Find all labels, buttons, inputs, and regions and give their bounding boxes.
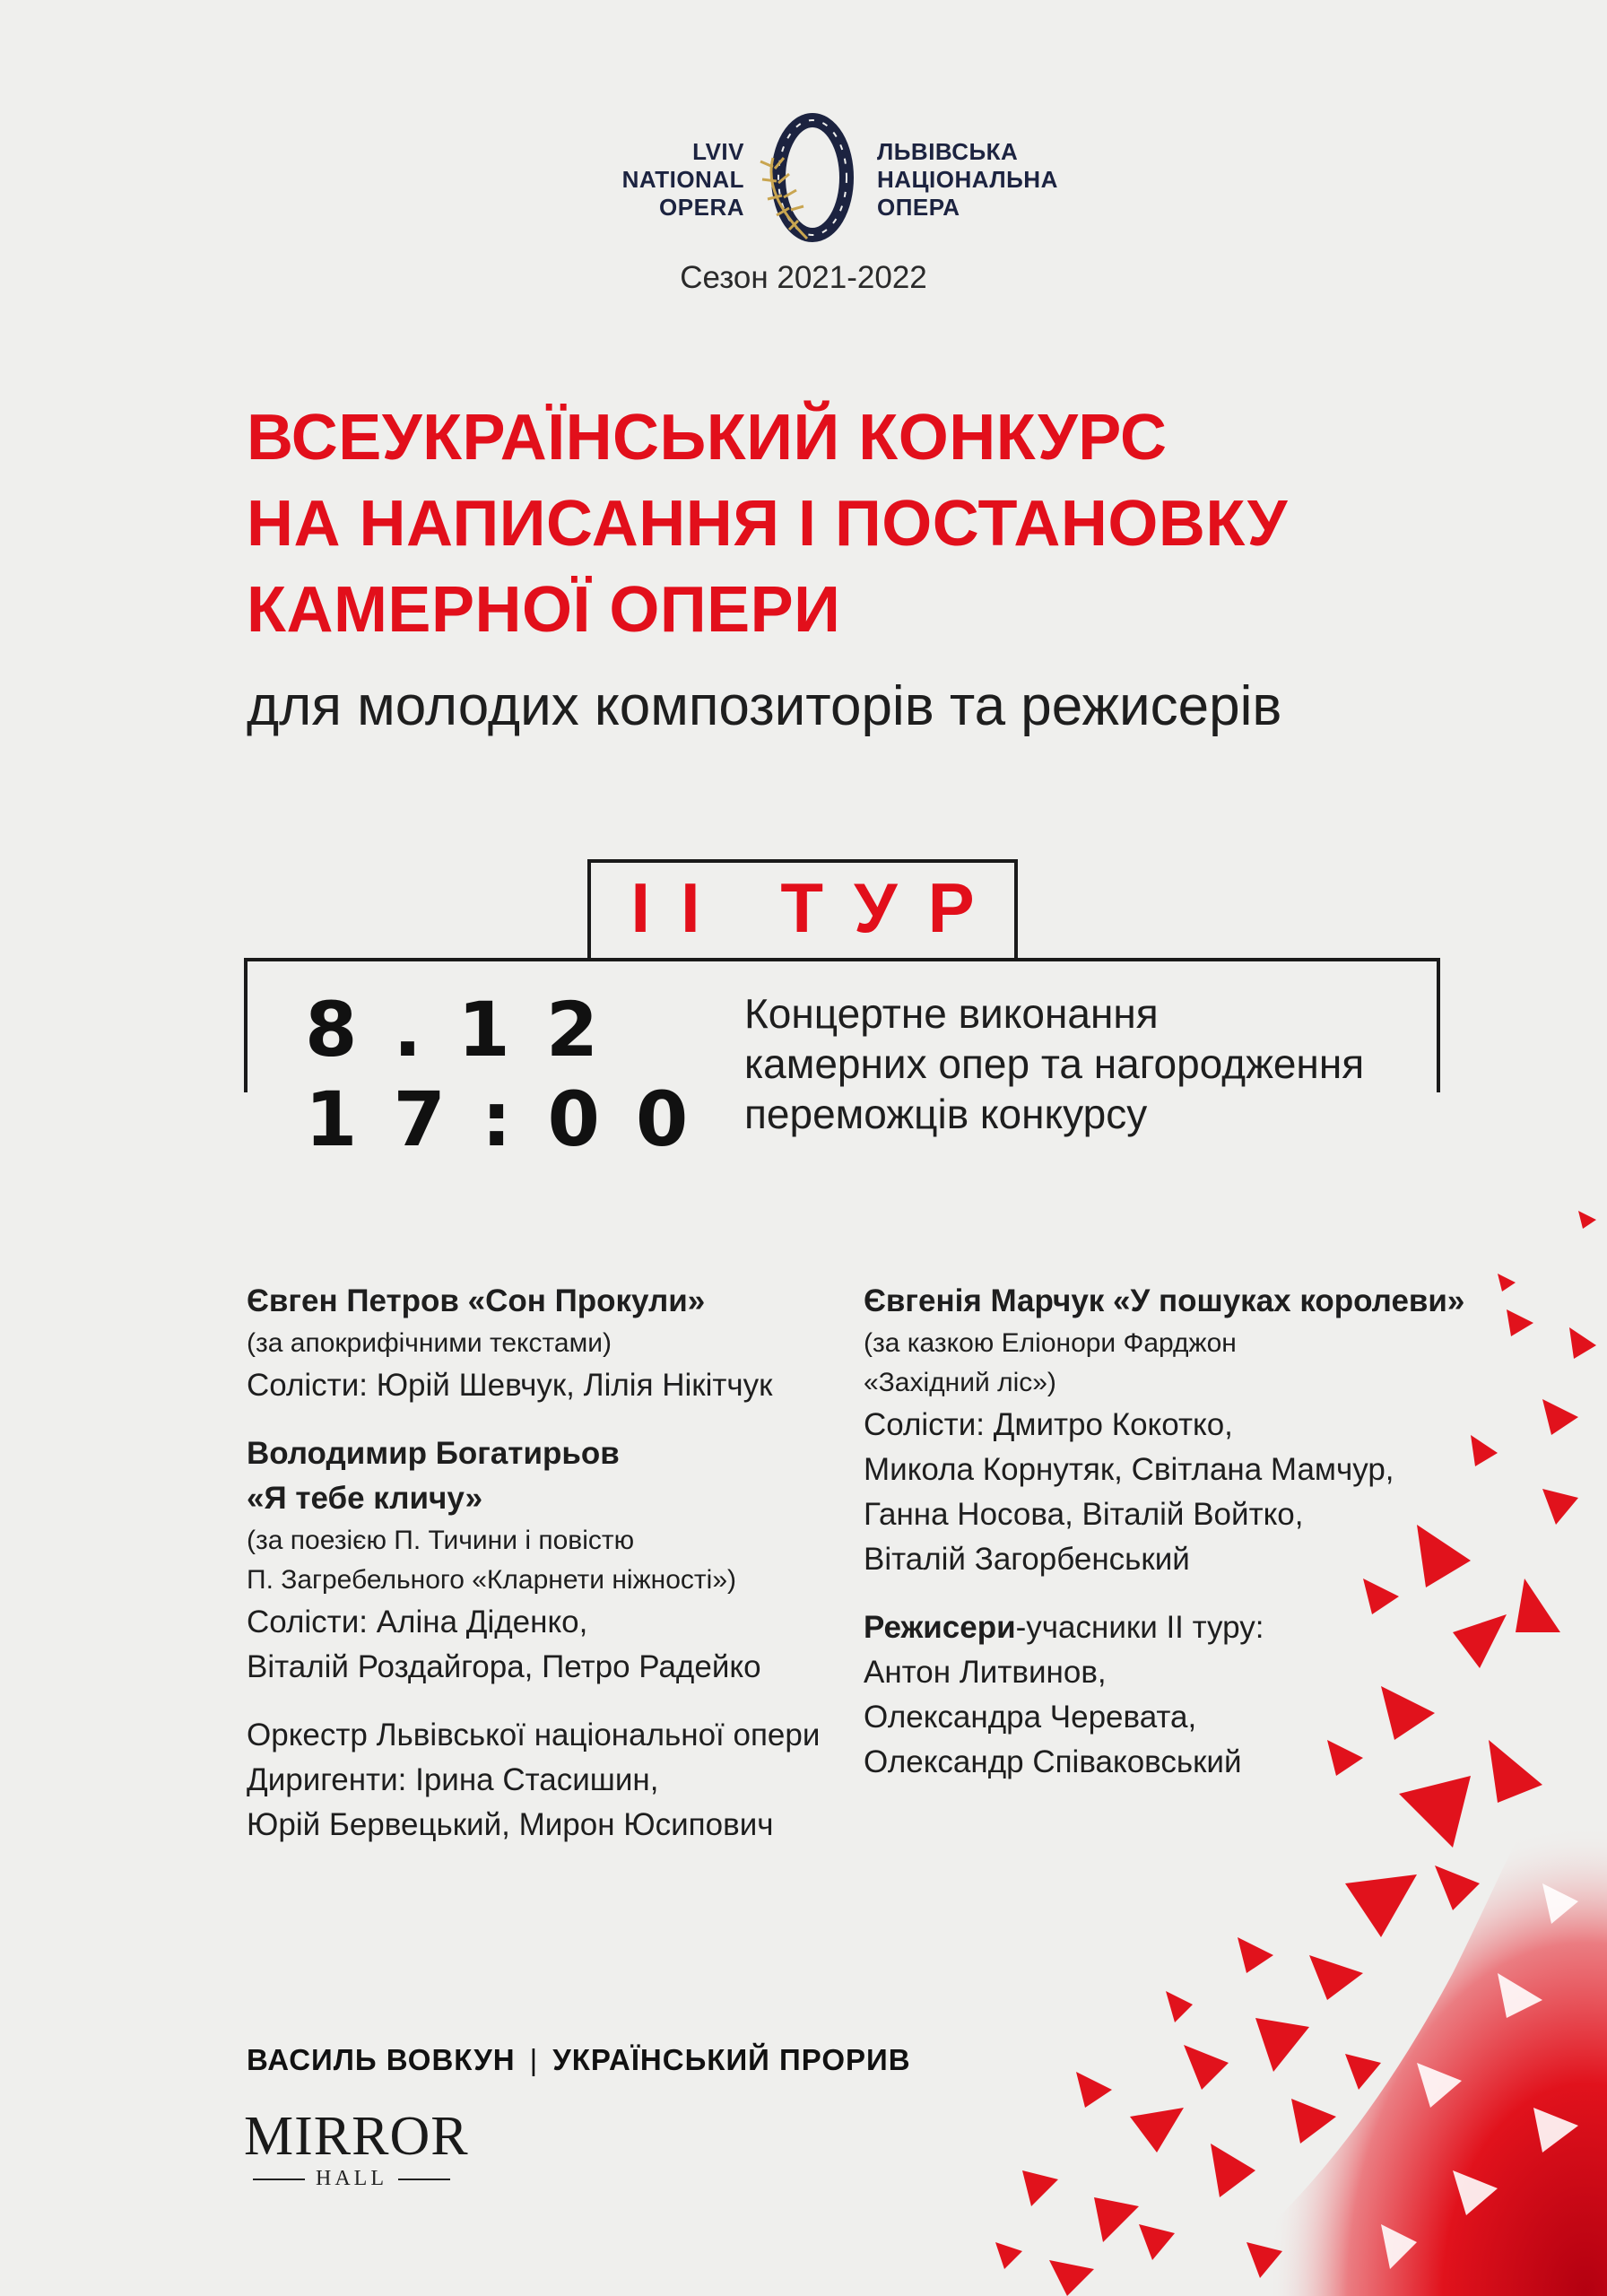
description-line: Концертне виконання	[744, 990, 1159, 1037]
logo-en-line: LVIV	[692, 138, 744, 165]
season-label: Сезон 2021-2022	[680, 260, 927, 295]
work-note: (за поезією П. Тичини і повістю	[247, 1526, 635, 1555]
work-title: Євген Петров «Сон Прокули»	[247, 1283, 706, 1318]
director-name: Олександр Співаковський	[864, 1744, 1242, 1779]
work-soloists: Віталій Роздайгора, Петро Радейко	[247, 1649, 761, 1684]
logo-en-line: OPERA	[659, 194, 744, 221]
logo-text-ua	[877, 138, 1058, 222]
tour-label: II ТУР	[630, 868, 1005, 947]
work-soloists: Солісти: Аліна Діденко,	[247, 1605, 588, 1639]
poster-title	[247, 395, 1502, 653]
frame-line	[244, 958, 248, 1092]
event-description	[744, 988, 1408, 1139]
logo-en-line: NATIONAL	[621, 166, 744, 193]
work-soloists: Віталій Загорбенський	[864, 1542, 1190, 1577]
description-line: переможців конкурсу	[744, 1091, 1148, 1137]
event-date: 8.12	[305, 986, 635, 1074]
logo-ua-line: НАЦІОНАЛЬНА	[877, 166, 1058, 193]
logo-ua-line: ЛЬВІВСЬКА	[877, 138, 1019, 165]
opera-o-icon	[753, 113, 861, 243]
description-line: камерних опер та нагородження	[744, 1040, 1365, 1087]
venue-sub-row	[244, 2167, 459, 2191]
work-title: Євгенія Марчук «У пошуках королеви»	[864, 1283, 1465, 1318]
directors-heading-bold: Режисери	[864, 1610, 1016, 1645]
title-line: НА НАПИСАННЯ І ПОСТАНОВКУ	[247, 488, 1288, 560]
work-soloists: Ганна Носова, Віталій Войтко,	[864, 1497, 1304, 1532]
work-soloists: Солісти: Юрій Шевчук, Лілія Нікітчук	[247, 1368, 773, 1403]
sponsor-line	[247, 2043, 911, 2077]
work-note: (за апокрифічними текстами)	[247, 1328, 612, 1358]
event-time: 17:00	[305, 1075, 725, 1163]
sponsor-project: УКРАЇНСЬКИЙ ПРОРИВ	[552, 2043, 911, 2076]
work-soloists: Солісти: Дмитро Кокотко,	[864, 1407, 1233, 1442]
work-note: П. Загребельного «Кларнети ніжності»)	[247, 1565, 736, 1595]
opera-logo	[592, 113, 1076, 248]
frame-line	[1437, 958, 1440, 1092]
mirror-hall-logo	[244, 2106, 469, 2191]
poster-subtitle: для молодих композиторів та режисерів	[247, 675, 1282, 737]
logo-text-en	[622, 138, 744, 222]
sponsor-separator: |	[529, 2043, 539, 2076]
conductors-line: Юрій Бервецький, Мирон Юсипович	[247, 1807, 774, 1842]
red-triangles-burst	[915, 1166, 1607, 2296]
frame-line	[244, 958, 1440, 961]
orchestra-line: Оркестр Львівської національної опери	[247, 1718, 821, 1752]
work-author: Володимир Богатирьов	[247, 1436, 620, 1471]
director-name: Олександра Черевата,	[864, 1700, 1197, 1735]
director-name: Антон Литвинов,	[864, 1655, 1107, 1690]
title-line: КАМЕРНОЇ ОПЕРИ	[247, 574, 841, 646]
program-left	[247, 1279, 874, 1848]
venue-sub: HALL	[316, 2167, 387, 2190]
logo-ua-line: ОПЕРА	[877, 194, 960, 221]
work-soloists: Микола Корнутяк, Світлана Мамчур,	[864, 1452, 1394, 1487]
work-note: «Західний ліс»)	[864, 1368, 1056, 1397]
work-note: (за казкою Еліонори Фарджон	[864, 1328, 1237, 1358]
conductors-line: Диригенти: Ірина Стасишин,	[247, 1762, 659, 1797]
venue-main: MIRROR	[244, 2106, 469, 2167]
title-line: ВСЕУКРАЇНСЬКИЙ КОНКУРС	[247, 402, 1168, 474]
directors-heading-rest: -учасники II туру:	[1015, 1610, 1264, 1645]
sponsor-name: ВАСИЛЬ ВОВКУН	[247, 2043, 516, 2076]
work-title: «Я тебе кличу»	[247, 1481, 483, 1516]
